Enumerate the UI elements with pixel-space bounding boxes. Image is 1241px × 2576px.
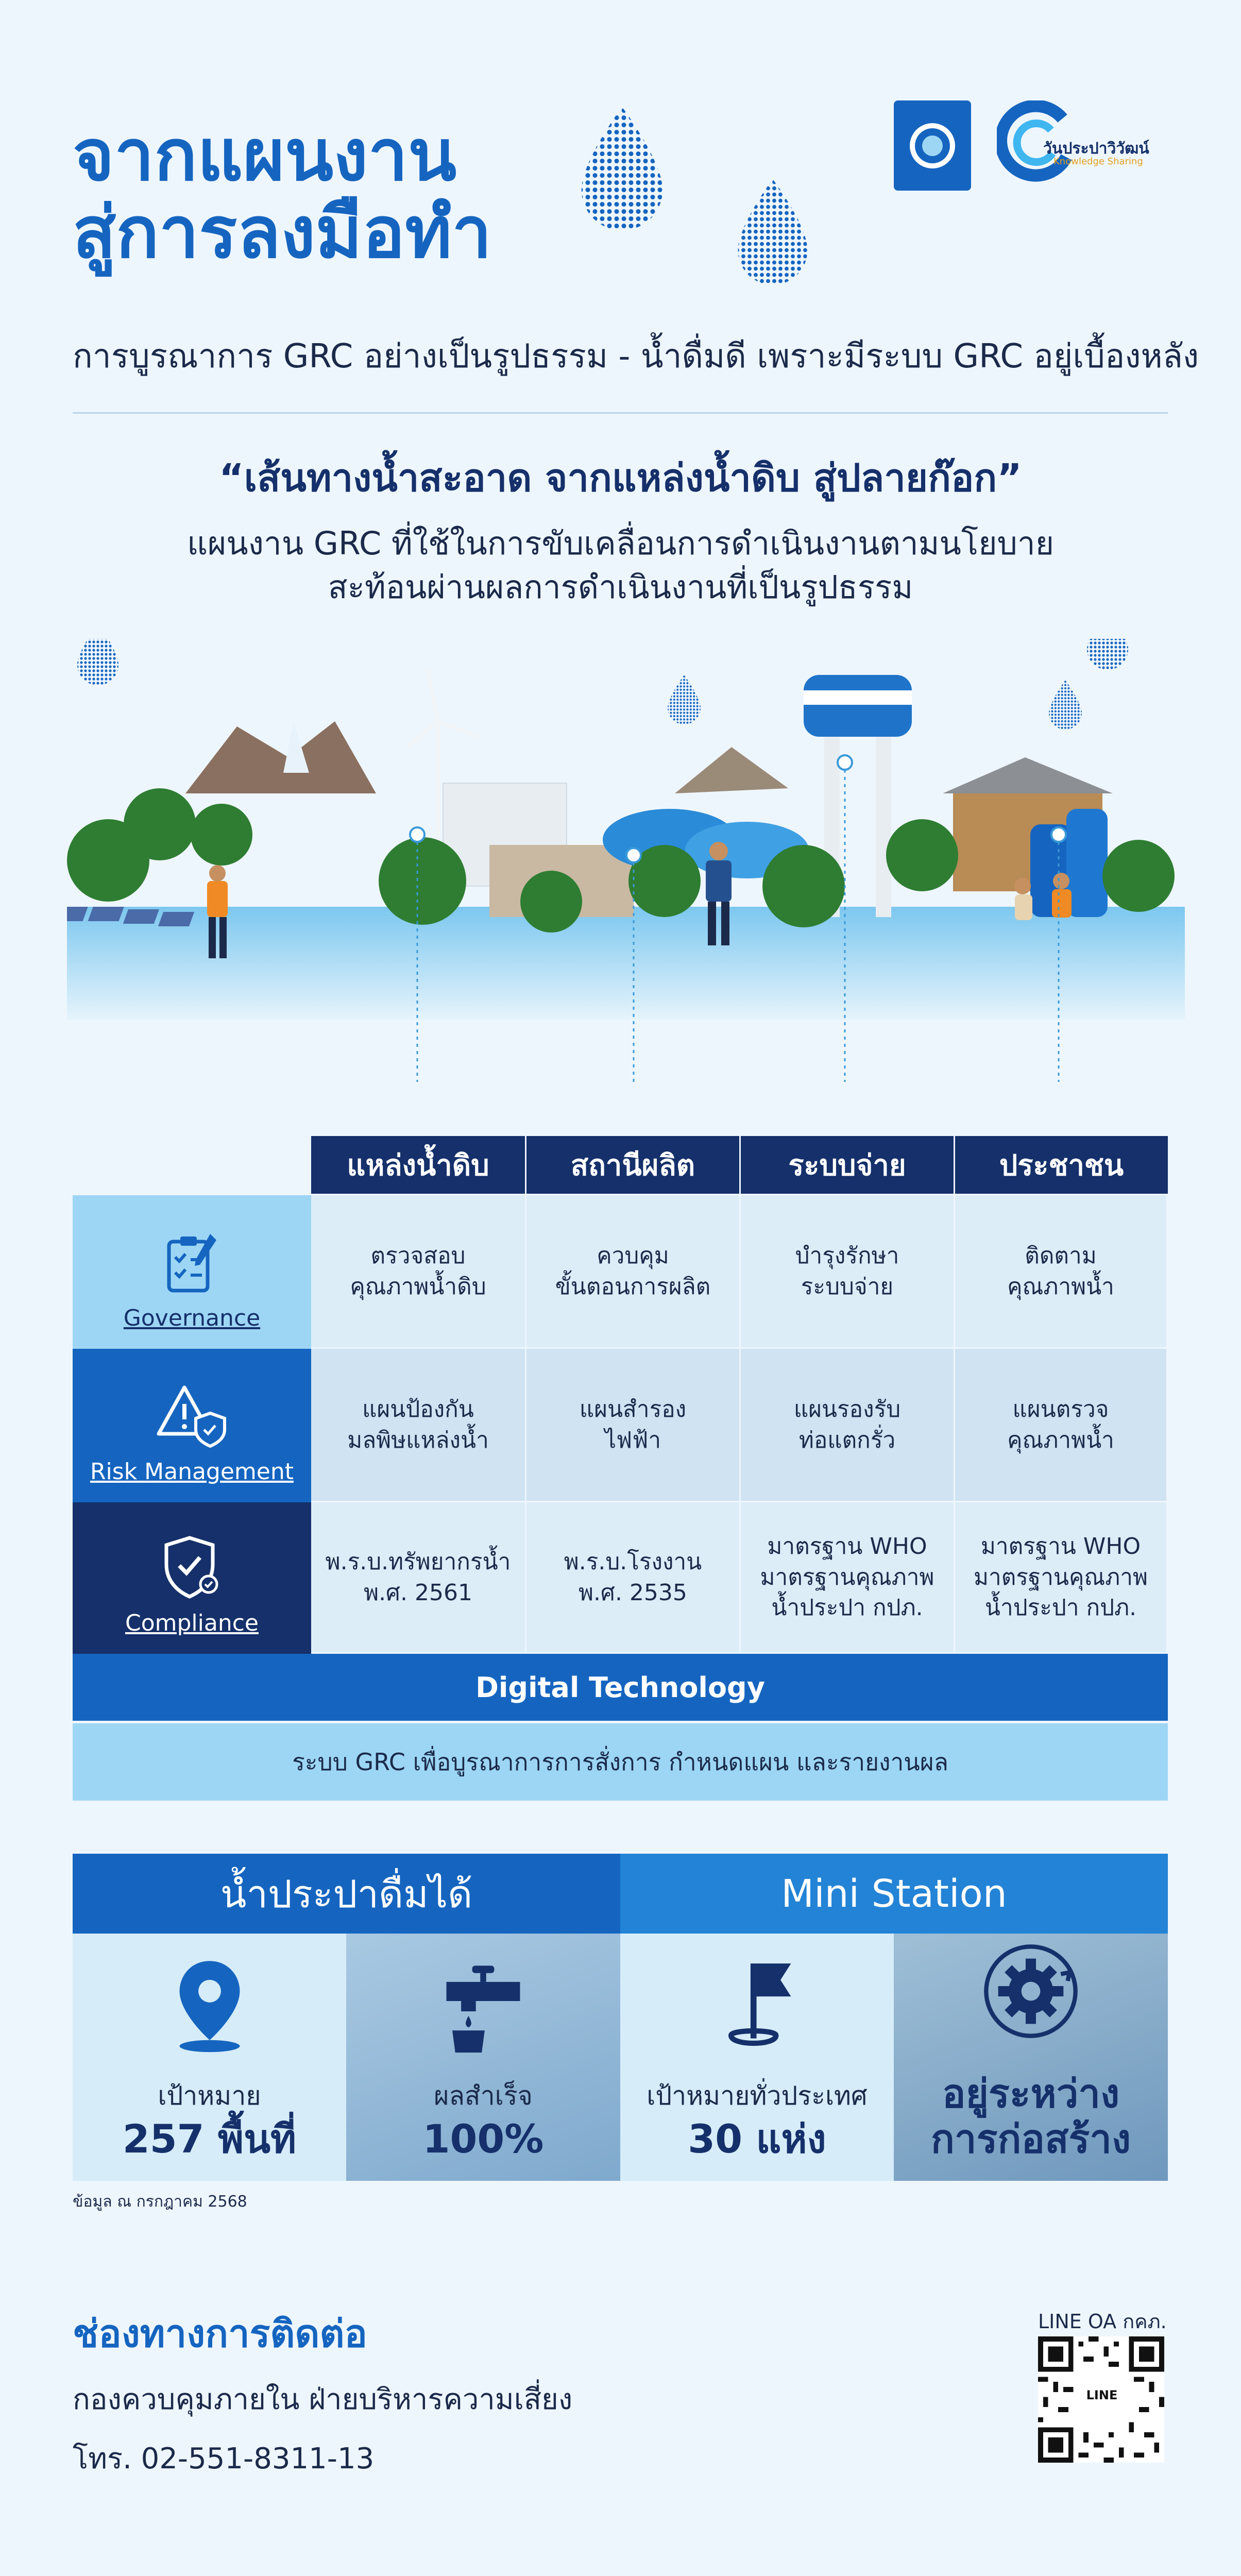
stat-under-construction [894,1934,1168,2181]
logo-subtitle: Knowledge Sharing [1053,156,1143,167]
checklist-icon [164,1229,220,1296]
digital-technology-band: Digital Technology [73,1654,1168,1721]
location-pin-icon [171,1957,248,2055]
contact-phone[interactable]: โทร. 02-551-8311-13 [73,2442,375,2476]
table-cell [741,1502,955,1654]
grc-table [73,1136,1168,1651]
flag-pin-icon [716,1957,798,2055]
cell-line: ท่อแตกรั่ว [798,1427,896,1453]
logo-title: วันประปาวิวัฒน์ [1043,140,1149,158]
pwa-logo [894,100,971,191]
table-cell [526,1195,741,1349]
stat-nationwide-target [620,1934,894,2181]
table-cell [311,1502,526,1654]
data-date-note: ข้อมูล ณ กรกฎาคม 2568 [73,2193,247,2211]
cell-line: มาตรฐาน WHO [980,1533,1141,1560]
table-cell [526,1349,741,1502]
section-quote: “เส้นทางน้ำสะอาด จากแหล่งน้ำดิบ สู่ปลายก๊อก” [219,456,1022,500]
desc-line-2: สะท้อนผ่านผลการดำเนินงานที่เป็นรูปธรรม [328,568,913,606]
cell-line: คุณภาพน้ำ [1007,1273,1114,1300]
column-header: ประชาชน [955,1136,1168,1194]
pwa-emblem-icon [907,120,958,172]
line-qr-code[interactable] [1038,2336,1164,2463]
cell-line: มาตรฐานคุณภาพ [760,1564,934,1590]
table-cell [955,1349,1168,1502]
row-label-text: Compliance [125,1610,259,1636]
row-label-risk-management [73,1349,311,1502]
cell-line: พ.ร.บ.ทรัพยากรน้ำ [325,1549,511,1575]
title-line-1: จากแผนงาน [73,114,457,197]
stat-value: 257 พื้นที่ [122,2115,297,2162]
drinkable-water-heading: น้ำประปาดื่มได้ [73,1854,620,1934]
gear-icon [979,1940,1082,2043]
stat-label: เป้าหมายทั่วประเทศ [647,2080,868,2111]
cell-line: แผนป้องกัน [362,1396,474,1423]
wanprapa-logo [997,100,1162,193]
cell-line: ระบบจ่าย [801,1273,894,1300]
stat-label: ผลสำเร็จ [434,2080,533,2111]
contact-department: กองควบคุมภายใน ฝ่ายบริหารความเสี่ยง [73,2383,573,2416]
table-cell [955,1195,1168,1349]
table-cell [311,1349,526,1502]
cell-line: น้ำประปา กปภ. [771,1595,923,1621]
row-label-text: Risk Management [90,1459,294,1485]
row-label-text: Governance [123,1305,261,1331]
cell-line: น้ำประปา กปภ. [984,1595,1137,1621]
divider [73,412,1168,414]
cell-line: แผนรองรับ [793,1396,901,1423]
cell-line: คุณภาพน้ำดิบ [350,1273,486,1300]
subtitle: การบูรณาการ GRC อย่างเป็นรูปธรรม - น้ำดื่มดี เพราะมีระบบ GRC อยู่เบื้องหลัง [73,337,1199,376]
water-journey-illustration [67,639,1185,1082]
table-cell [526,1502,741,1654]
stat-value: 100% [422,2115,544,2162]
cell-line: บำรุงรักษา [795,1243,899,1269]
shield-check-icon [161,1534,223,1601]
warning-shield-icon [154,1382,231,1449]
cell-line: ไฟฟ้า [604,1427,661,1453]
cell-line: มลพิษแหล่งน้ำ [347,1427,489,1453]
table-cell [741,1195,955,1349]
title-line-2: สู่การลงมือทำ [73,191,492,274]
column-header: แหล่งน้ำดิบ [311,1136,525,1194]
cell-line: ขั้นตอนการผลิต [555,1273,711,1300]
stat-value: อยู่ระหว่าง [942,2071,1120,2117]
column-header: สถานีผลิต [526,1136,739,1194]
cell-line: ติดตาม [1025,1243,1097,1269]
cell-line: มาตรฐาน WHO [767,1533,927,1560]
cell-line: แผนตรวจ [1012,1396,1109,1423]
stat-success-rate [346,1934,620,2181]
water-drop-icon [734,178,811,289]
qr-center-label: LINE [1086,2388,1118,2402]
cell-line: พ.ร.บ.โรงงาน [564,1549,702,1575]
faucet-icon [432,1957,535,2055]
qr-label: LINE OA กคภ. [1038,2310,1167,2333]
stat-value: 30 แห่ง [688,2115,826,2162]
cell-line: พ.ศ. 2561 [364,1579,472,1606]
cell-line: แผนสำรอง [579,1396,687,1423]
table-cell [955,1502,1168,1654]
cell-line: พ.ศ. 2535 [579,1579,687,1606]
contact-title: ช่องทางการติดต่อ [73,2312,367,2356]
row-label-compliance [73,1502,311,1654]
desc-line-1: แผนงาน GRC ที่ใช้ในการขับเคลื่อนการดำเนินงานตามนโยบาย [186,524,1055,562]
table-cell [311,1195,526,1349]
column-header: ระบบจ่าย [741,1136,954,1194]
stat-target-areas [73,1934,346,2181]
cell-line: คุณภาพน้ำ [1007,1427,1114,1453]
cell-line: มาตรฐานคุณภาพ [974,1564,1148,1590]
cell-line: ควบคุม [597,1243,669,1269]
grc-system-band: ระบบ GRC เพื่อบูรณาการการสั่งการ กำหนดแผน และรายงานผล [73,1723,1168,1801]
stat-label: เป้าหมาย [158,2080,261,2111]
row-label-governance [73,1195,311,1349]
stat-value: การก่อสร้าง [930,2115,1131,2162]
cell-line: ตรวจสอบ [370,1243,466,1269]
water-drop-icon [577,106,667,234]
mini-station-heading: Mini Station [620,1854,1168,1934]
table-cell [741,1349,955,1502]
